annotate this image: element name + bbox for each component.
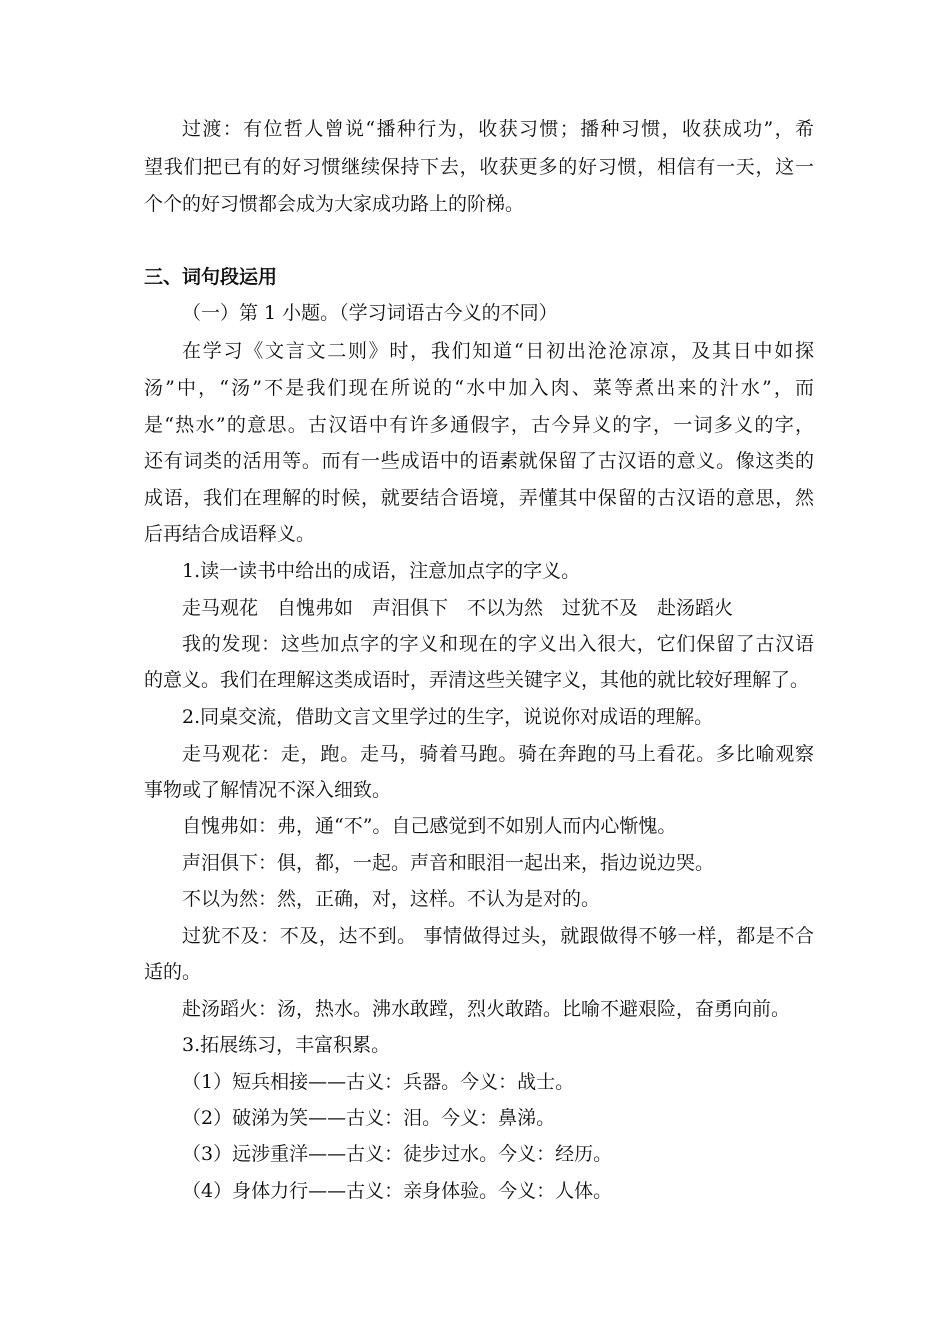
task-2: 2.同桌交流，借助文言文里学过的生字，说说你对成语的理解。 bbox=[182, 706, 714, 728]
transition-line-1: 过渡：有位哲人曾说“播种行为，收获习惯；播种习惯，收获成功”，希 bbox=[182, 118, 814, 140]
intro-line-1: 在学习《文言文二则》时，我们知道“日初出沧沧凉凉，及其日中如探 bbox=[182, 340, 814, 362]
practice-item-2: （2）破涕为笑——古义：泪。今义：鼻涕。 bbox=[182, 1107, 556, 1129]
explanation-2: 自愧弗如：弗，通“不”。自己感觉到不如别人而内心惭愧。 bbox=[182, 815, 677, 837]
explanation-3: 声泪俱下：俱，都，一起。声音和眼泪一起出来，指边说边哭。 bbox=[182, 852, 715, 874]
explanation-5-line-1: 过犹不及：不及，达不到。 事情做得过头，就跟做得不够一样，都是不合 bbox=[182, 925, 814, 947]
discovery-line-1: 我的发现：这些加点字的字义和现在的字义出入很大，它们保留了古汉语 bbox=[182, 633, 814, 655]
practice-item-1: （1）短兵相接——古义：兵器。今义：战士。 bbox=[182, 1071, 575, 1093]
practice-item-3: （3）远涉重洋——古义：徒步过水。今义：经历。 bbox=[182, 1143, 613, 1165]
transition-line-2: 望我们把已有的好习惯继续保持下去，收获更多的好习惯，相信有一天，这一 bbox=[144, 156, 814, 178]
intro-line-4: 还有词类的活用等。而有一些成语中的语素就保留了古汉语的意义。像这类的 bbox=[144, 450, 814, 472]
intro-line-3: 是“热水”的意思。古汉语中有许多通假字，古今异义的字，一词多义的字， bbox=[144, 414, 814, 436]
intro-line-6: 后再结合成语释义。 bbox=[144, 523, 316, 545]
explanation-4: 不以为然：然，正确，对，这样。不认为是对的。 bbox=[182, 888, 601, 910]
explanation-5-line-2: 适的。 bbox=[144, 961, 202, 983]
discovery-line-2: 的意义。我们在理解这类成语时，弄清这些关键字义，其他的就比较好理解了。 bbox=[144, 669, 810, 691]
explanation-6: 赴汤蹈火：汤，热水。沸水敢蹚，烈火敢踏。比喻不避艰险，奋勇向前。 bbox=[182, 998, 791, 1020]
practice-item-4: （4）身体力行——古义：亲身体验。今义：人体。 bbox=[182, 1180, 613, 1202]
transition-line-3: 个个的好习惯都会成为大家成功路上的阶梯。 bbox=[144, 193, 525, 215]
explanation-1-line-1: 走马观花：走，跑。走马，骑着马跑。骑在奔跑的马上看花。多比喻观察 bbox=[182, 743, 814, 765]
task-3: 3.拓展练习，丰富积累。 bbox=[182, 1034, 391, 1056]
task-1: 1.读一读书中给出的成语，注意加点字的字义。 bbox=[182, 560, 581, 582]
idiom-list: 走马观花 自愧弗如 声泪俱下 不以为然 过犹不及 赴汤蹈火 bbox=[182, 597, 734, 619]
intro-line-2: 汤”中，“汤”不是我们现在所说的“水中加入肉、菜等煮出来的汁水”，而 bbox=[144, 377, 814, 399]
explanation-1-line-2: 事物或了解情况不深入细致。 bbox=[144, 779, 392, 801]
intro-line-5: 成语，我们在理解的时候，就要结合语境，弄懂其中保留的古汉语的意思，然 bbox=[144, 487, 814, 509]
section-heading: 三、词句段运用 bbox=[144, 266, 278, 288]
section-subheading: （一）第 1 小题。（学习词语古今义的不同） bbox=[182, 302, 558, 324]
